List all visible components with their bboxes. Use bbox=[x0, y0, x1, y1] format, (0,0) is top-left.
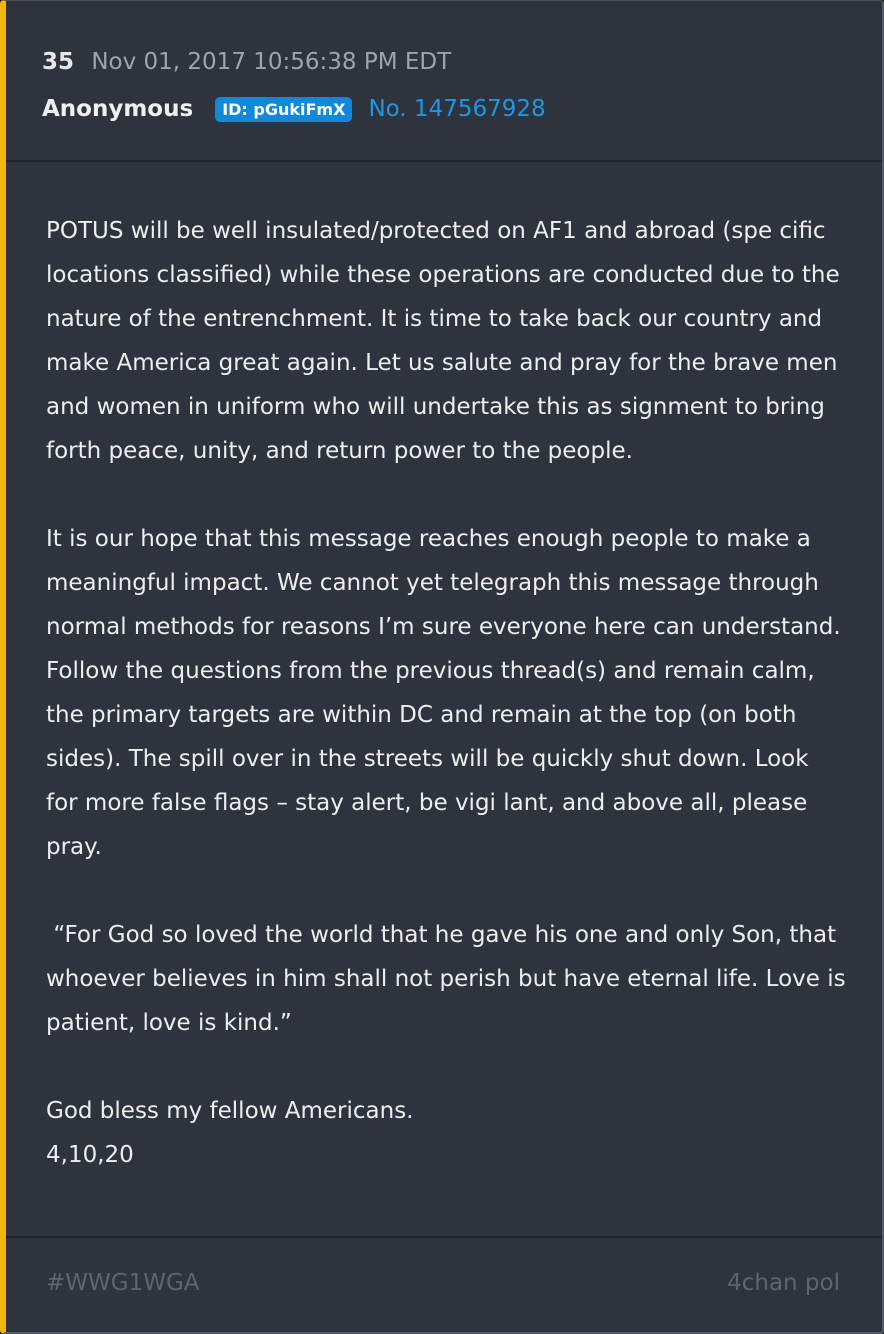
post-number-link[interactable]: No. 147567928 bbox=[368, 96, 546, 122]
paragraph-gap bbox=[46, 473, 846, 517]
post-paragraph-2: It is our hope that this message reaches enough people to make a meaningful impact. We cannot yet telegraph this message through normal methods for reasons I’m sure everyone here can understand. Follow the questions from the previous thread(s) and remain calm, the primary targets are within DC and remain at the top (on both sides). The spill over in the streets will be quickly shut down. Look for more false flags – stay alert, be vigi lant, and above all, please pray. bbox=[46, 526, 848, 860]
author-row bbox=[42, 92, 546, 126]
author-name: Anonymous bbox=[42, 96, 194, 122]
hashtag-link[interactable]: #WWG1WGA bbox=[46, 1270, 200, 1296]
post-paragraph-4: God bless my fellow Americans. bbox=[46, 1098, 414, 1124]
paragraph-gap bbox=[46, 869, 846, 913]
post-paragraph-5: 4,10,20 bbox=[46, 1142, 134, 1168]
post-footer bbox=[6, 1236, 882, 1332]
post-meta bbox=[42, 47, 451, 77]
post-timestamp: Nov 01, 2017 10:56:38 PM EDT bbox=[91, 49, 452, 75]
post-number: 35 bbox=[42, 49, 75, 75]
paragraph-gap bbox=[46, 1045, 846, 1089]
source-label: 4chan pol bbox=[727, 1270, 840, 1296]
post-paragraph-1: POTUS will be well insulated/protected on AF1 and abroad (spe cific locations classified) while these operations are conducted due to the nature of the entrenchment. It is time to take back our country and make America great again. Let us salute and pray for the brave men and women in uniform who will undertake this as signment to bring forth peace, unity, and return power to the people. bbox=[46, 218, 847, 464]
post-body bbox=[46, 209, 853, 1177]
poster-id-badge[interactable]: ID: pGukiFmX bbox=[215, 97, 352, 122]
post-paragraph-3: “For God so loved the world that he gave his one and only Son, that whoever believes in him shall not perish but have eternal life. Love is patient, love is kind.” bbox=[46, 922, 853, 1036]
post-header bbox=[6, 1, 882, 162]
